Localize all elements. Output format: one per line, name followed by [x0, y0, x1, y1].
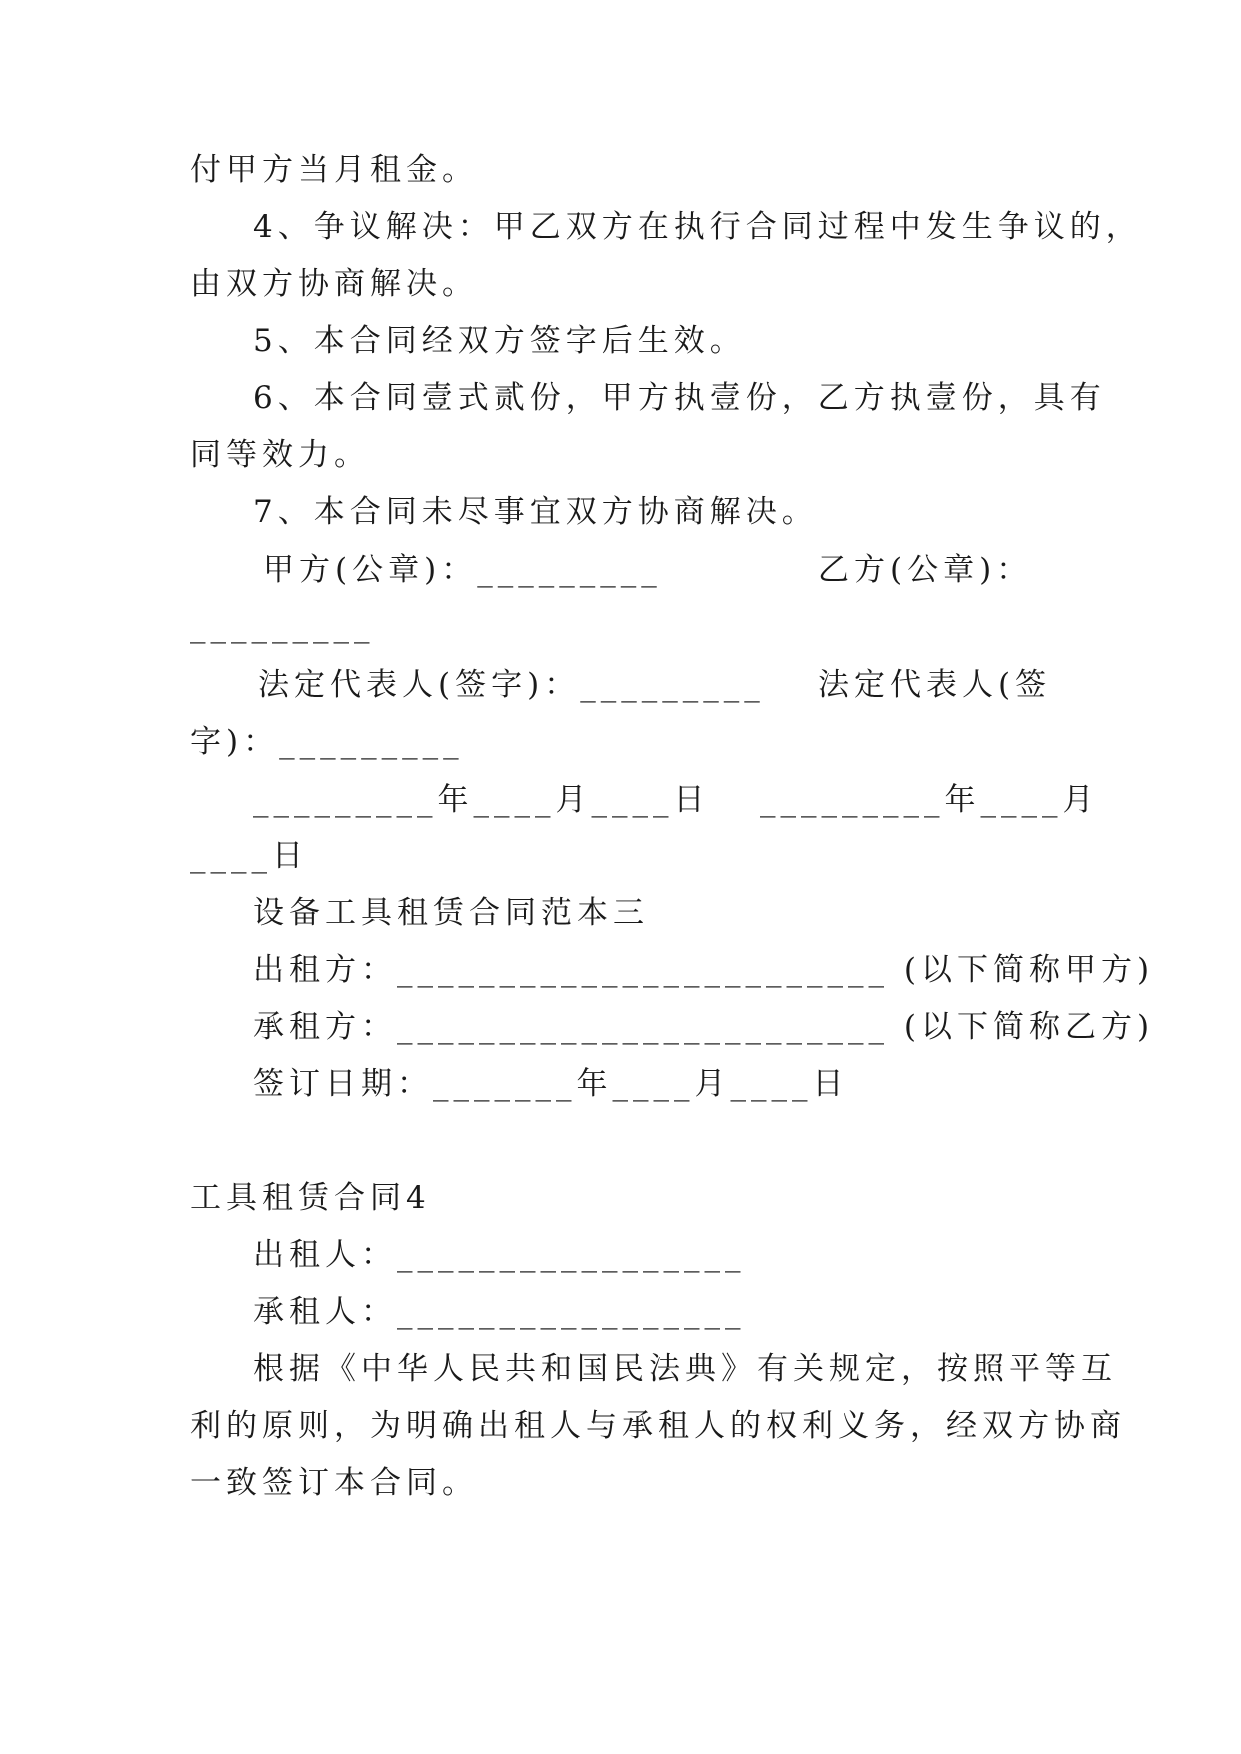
legal-rep-b: 法定代表人(签	[818, 667, 1052, 703]
text-line: 付甲方当月租金。	[190, 152, 478, 188]
signature-party-b: 乙方(公章)：	[818, 552, 1033, 588]
signature-party-a: 甲方(公章)：_________	[263, 552, 662, 588]
text-line: 6、本合同壹式贰份，甲方执壹份，乙方执壹份，具有	[253, 380, 1106, 416]
text-line: 由双方协商解决。	[190, 266, 478, 302]
blank-line: _________	[190, 608, 375, 644]
text-line: 一致签订本合同。	[190, 1465, 478, 1501]
lessee-person-line: 承租人：_________________	[253, 1294, 746, 1330]
text-line: 5、本合同经双方签字后生效。	[253, 323, 746, 359]
date-a: _________年____月____日	[253, 782, 710, 818]
legal-rep-b-cont: 字)：_________	[190, 724, 464, 760]
text-line: 根据《中华人民共和国民法典》有关规定，按照平等互	[253, 1351, 1117, 1387]
text-line: 利的原则，为明确出租人与承租人的权利义务，经双方协商	[190, 1408, 1126, 1444]
lessor-person-line: 出租人：_________________	[253, 1237, 746, 1273]
contract-title: 工具租赁合同4	[190, 1180, 431, 1216]
legal-rep-a: 法定代表人(签字)：_________	[258, 667, 765, 703]
text-line: 7、本合同未尽事宜双方协商解决。	[253, 494, 818, 530]
date-b-cont: ____日	[190, 838, 308, 874]
section-title: 设备工具租赁合同范本三	[253, 895, 649, 931]
text-line: 4、争议解决：甲乙双方在执行合同过程中发生争议的，	[253, 209, 1142, 245]
date-b: _________年____月	[760, 782, 1099, 818]
lessor-line: 出租方：________________________ (以下简称甲方)	[253, 952, 1155, 988]
sign-date-line: 签订日期：_______年____月____日	[253, 1066, 849, 1102]
lessee-line: 承租方：________________________ (以下简称乙方)	[253, 1009, 1155, 1045]
text-line: 同等效力。	[190, 437, 370, 473]
